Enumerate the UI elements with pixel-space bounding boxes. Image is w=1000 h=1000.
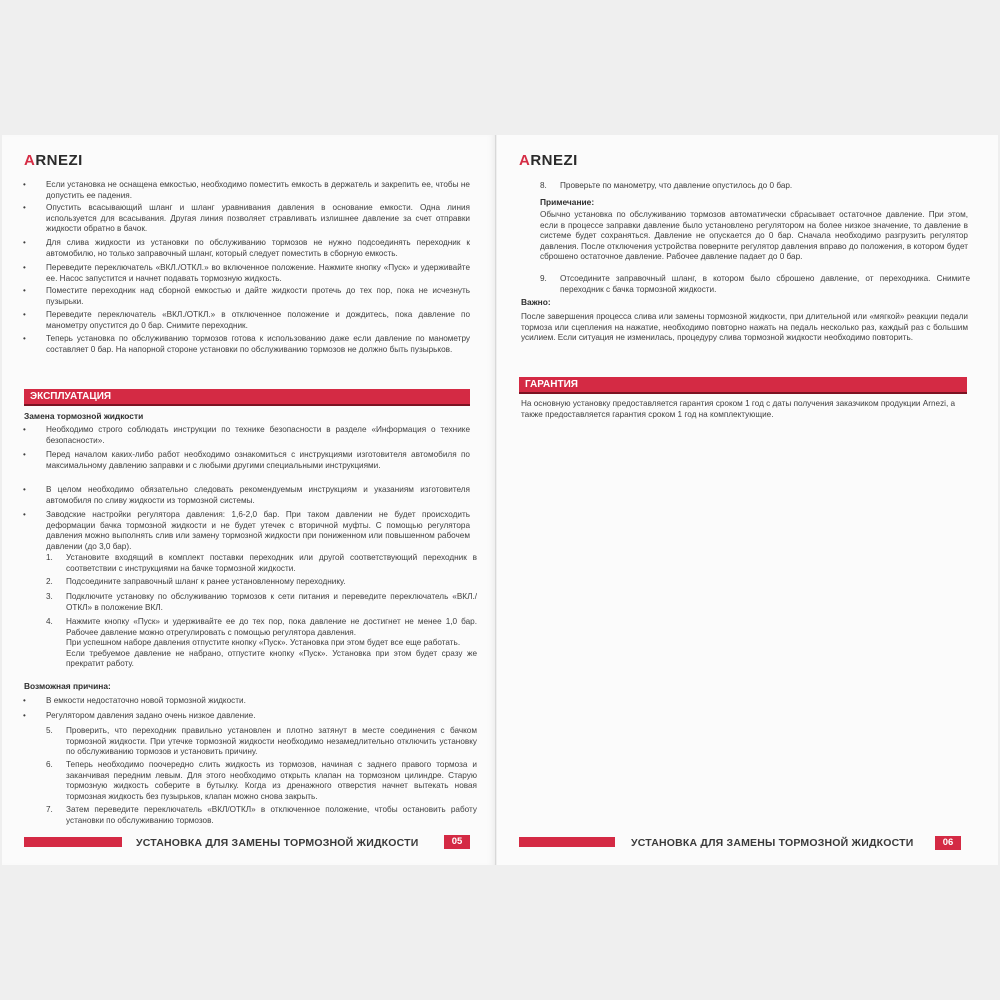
page-number: 05 bbox=[444, 835, 470, 849]
footer-title: УСТАНОВКА ДЛЯ ЗАМЕНЫ ТОРМОЗНОЙ ЖИДКОСТИ bbox=[136, 837, 419, 849]
footer-accent-bar bbox=[24, 837, 122, 847]
step-item: 7. Затем переведите переключатель «ВКЛ/ОТКЛ» в отключенное положение, чтобы остановить работу установки по обслуживанию тормозов. bbox=[46, 805, 477, 825]
list-item: • Поместите переходник над сборной емкостью и дайте жидкости протечь до тех пор, пока не исчезнуть пузырьки. bbox=[23, 286, 470, 306]
cause-heading: Возможная причина: bbox=[24, 681, 111, 691]
warranty-text: На основную установку предоставляется гарантия сроком 1 год с даты получения заказчиком продукции Arnezi, а также предоставляется гарантия сроком 1 год на комплектующие. bbox=[521, 399, 956, 419]
note-heading: Примечание: bbox=[540, 197, 595, 207]
list-item: • Для слива жидкости из установки по обслуживанию тормозов не нужно подсоединять переходник к автомобилю, но только заправочный шланг, который следует поместить в сборную емкость. bbox=[23, 238, 470, 258]
step-item: 3. Подключите установку по обслуживанию тормозов к сети питания и переведите переключатель «ВКЛ./ОТКЛ» в положение ВКЛ. bbox=[46, 592, 477, 612]
arnezi-logo: ARNEZI bbox=[519, 152, 578, 169]
note-text: Обычно установка по обслуживанию тормозов автоматически сбрасывает остаточное давление. При этом, если в процессе заправки давление было установлено регулятором на более низкое значение, то давление в системе будет сохраняться. Давление не опускается до 0 бар. Сначала необходимо разгрузить регулятор давления. После отключения устройства поверните регулятор давления вправо до положения, в котором будет сброшено остаточное давление. Рабочее давление падает до 0 бар. bbox=[540, 210, 968, 262]
step-item: 4. Нажмите кнопку «Пуск» и удерживайте ее до тех пор, пока давление не достигнет не менее 1,0 бар. Рабочее давление можно отрегулировать с помощью регулятора давления. При успешном наборе давления отпустите кнопку «Пуск». Установка при этом будет все еще работать. Если требуемое давление не набрано, отпустите кнопку «Пуск». Установка при этом будет сразу же прекратит работу. bbox=[46, 617, 477, 669]
step-item: 1. Установите входящий в комплект поставки переходник или другой соответствующий переходник в соответствии с инструкциями на бачке тормозной жидкости. bbox=[46, 553, 477, 573]
section-title-operation: ЭКСПЛУАТАЦИЯ bbox=[24, 389, 470, 404]
list-item: • Теперь установка по обслуживанию тормозов готова к использованию даже если давление по манометру составляет 0 бар. На напорной стороне установки по обслуживанию тормозов не должно быть пузырьков. bbox=[23, 334, 470, 354]
left-page bbox=[2, 135, 496, 865]
important-heading: Важно: bbox=[521, 297, 551, 307]
list-item: • В целом необходимо обязательно следовать рекомендуемым инструкциям и указаниям изготовителя автомобиля по сливу жидкости из тормозной системы. bbox=[23, 485, 470, 505]
list-item: • Если установка не оснащена емкостью, необходимо поместить емкость в держатель и закрепить ее, чтобы не допустить ее падения. bbox=[23, 180, 470, 200]
page-number: 06 bbox=[935, 836, 961, 850]
section-title-warranty: ГАРАНТИЯ bbox=[519, 377, 967, 392]
list-item: • Переведите переключатель «ВКЛ./ОТКЛ.» в отключенное положение и дождитесь, пока давление по манометру опустится до 0 бар. Снимите переходник. bbox=[23, 310, 470, 330]
step-item: 8. Проверьте по манометру, что давление опустилось до 0 бар. bbox=[540, 181, 793, 190]
step-item: 2. Подсоедините заправочный шланг к ранее установленному переходнику. bbox=[46, 577, 346, 586]
list-item: • Регулятором давления задано очень низкое давление. bbox=[23, 711, 256, 720]
right-page bbox=[497, 135, 998, 865]
list-item: • Переведите переключатель «ВКЛ./ОТКЛ.» во включенное положение. Нажмите кнопку «Пуск» и удерживайте ее. Насос запустится и начнет подавать тормозную жидкость. bbox=[23, 263, 470, 283]
step-item: 5. Проверить, что переходник правильно установлен и плотно затянут в месте соединения с бачком тормозной жидкости. При утечке тормозной жидкости необходимо незамедлительно отключить установку по обслуживанию тормозов и установить причину. bbox=[46, 726, 477, 757]
footer-title: УСТАНОВКА ДЛЯ ЗАМЕНЫ ТОРМОЗНОЙ ЖИДКОСТИ bbox=[631, 837, 914, 849]
subheading-fluid-replacement: Замена тормозной жидкости bbox=[24, 411, 144, 421]
important-text: После завершения процесса слива или замены тормозной жидкости, при длительной или «мягкой» реакции педали тормоза или сцепления на нажатие, необходимо повторно нажать на педаль несколько раз, каждый раз с большим усилием. Если ситуация не изменилась, процедуру слива тормозной жидкости необходимо повторить. bbox=[521, 312, 968, 343]
list-item: • В емкости недостаточно новой тормозной жидкости. bbox=[23, 696, 246, 705]
list-item: • Заводские настройки регулятора давления: 1,6-2,0 бар. При таком давлении не будет происходить деформации бачка тормозной жидкости и не будет утечек с вторичной муфты. С помощью регулятора давления можно выполнять слив или замену тормозной жидкости при пониженном или повышенном рабочем давлении (до 3,0 бар). bbox=[23, 510, 470, 551]
list-item: • Необходимо строго соблюдать инструкции по технике безопасности в разделе «Информация о технике безопасности». bbox=[23, 425, 470, 445]
list-item: • Перед началом каких-либо работ необходимо ознакомиться с инструкциями изготовителя автомобиля по максимальному давлению заправки и с любыми другими специальными инструкциями. bbox=[23, 450, 470, 470]
list-item: • Опустить всасывающий шланг и шланг уравнивания давления в основание емкости. Одна линия используется для всасывания. Другая линия позволяет стравливать излишнее давление за счет отправки жидкости обратно в бачок. bbox=[23, 203, 470, 234]
step-item: 9. Отсоедините заправочный шланг, в котором было сброшено давление, от переходника. Снимите переходник с бачка тормозной жидкости. bbox=[540, 274, 970, 294]
arnezi-logo: ARNEZI bbox=[24, 152, 83, 169]
footer-accent-bar bbox=[519, 837, 615, 847]
step-item: 6. Теперь необходимо поочередно слить жидкость из тормозов, начиная с заднего правого тормоза и заканчивая передним левым. Для этого необходимо открыть клапан на тормозном цилиндре. Старую тормозную жидкость соберите в бутылку. Когда из дренажного отверстия начнет вытекать новая тормозная жидкость без пузырьков, клапан можно снова закрыть. bbox=[46, 760, 477, 801]
